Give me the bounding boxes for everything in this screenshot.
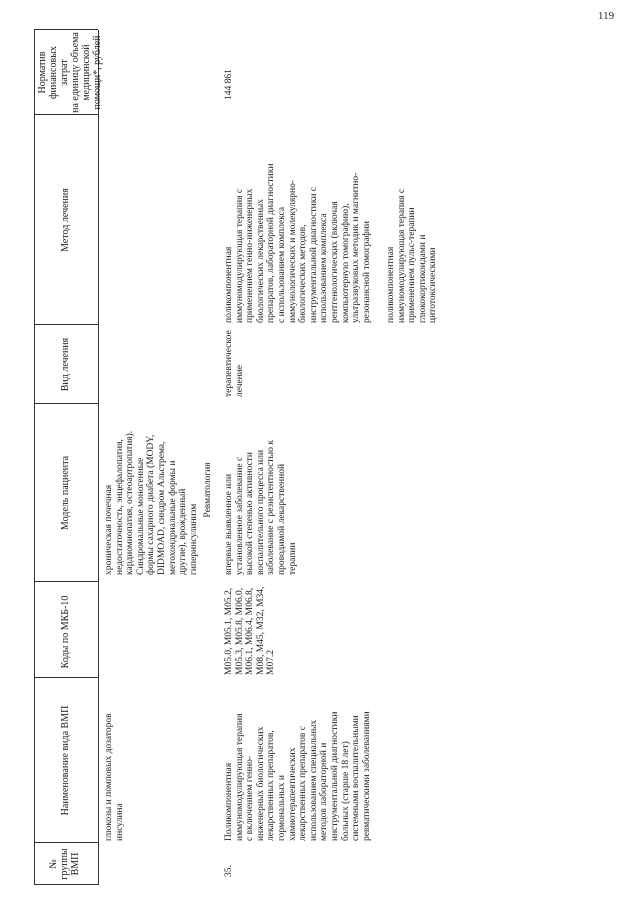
header-vmp-name: Наименование вида ВМП: [60, 705, 71, 816]
header-treatment-method: Метод лечения: [60, 188, 71, 252]
row-patient-model: впервые выявленное или установленное заболевание с высокой степенью активности воспалительного процесса или заболевание с резистентностью к проводимой лекарственной терапии: [224, 440, 298, 575]
row-cost: 144 861: [224, 69, 234, 100]
row-treatment-method-1: поликомпонентная иммуномодулирующая терапия с применением генно-инженерных биологических лекарственных препаратов, лабораторной диагностики с использованием комплекса иммунологических и молекулярно- биологических методов, инструментальной диагностики с использованием комплекса рентгенологических (включая компьютерную томографию), ультразвуковых методик и магнитно- резонансной томографии: [224, 163, 372, 323]
row-number: 35.: [224, 865, 234, 877]
column-divider: [34, 842, 98, 843]
row-vmp-name: Поликомпонентная иммуномодулирующая терапия с включением генно- инженерных биологических лекарственных препаратов, гормональных и химиотерапевтических лекарственных препаратов с использованием специальных методов лабораторной и инструментальной диагностики больных (старше 18 лет) системными воспалительными ревматическими заболеваниями: [224, 711, 372, 841]
column-divider: [34, 403, 98, 404]
table-header-bottom-border: [98, 30, 99, 885]
column-divider: [34, 884, 98, 885]
row-icd-codes: M05.0, M05.1, M05.2, M05.3, M05.8, M06.0, M06.1, M06.4, M06.8, M08, M45, M32, M34, M07.2: [224, 586, 277, 675]
continuation-vmp-name: глюкозы и помповых дозаторов инсулина: [104, 713, 125, 841]
header-patient-model: Модель пациента: [60, 455, 71, 531]
column-divider: [34, 581, 98, 582]
row-treatment-type: терапевтическое лечение: [224, 330, 245, 397]
continuation-patient-model: хроническая почечная недостаточность, энцефалопатия, кардиомиопатия, остеоартропатия). Синдромальные моногенные формы сахарного диабета (MODY, DIDMOAD, синдром Альстрема, метохондриальные формы и другие), врожденный гиперинсулинизм: [104, 430, 199, 575]
column-divider: [34, 29, 98, 30]
header-icd-codes: Коды по МКБ-10: [60, 595, 71, 669]
row-treatment-method-2: поликомпонентная иммуномодулирующая терапия с применением пульс-терапии глюкокортикоидами и цитотоксическими: [386, 188, 439, 323]
table-top-border: [34, 30, 35, 885]
header-group-number: № группы ВМП: [48, 848, 81, 880]
column-divider: [34, 324, 98, 325]
header-cost-norm: Норматив финансовых затрат на единицу объема медицинской помощи*, рублей: [37, 32, 103, 113]
header-treatment-type: Вид лечения: [60, 337, 71, 392]
page-number: 119: [598, 10, 615, 22]
section-title: Ревматология: [203, 462, 213, 518]
column-divider: [34, 114, 98, 115]
